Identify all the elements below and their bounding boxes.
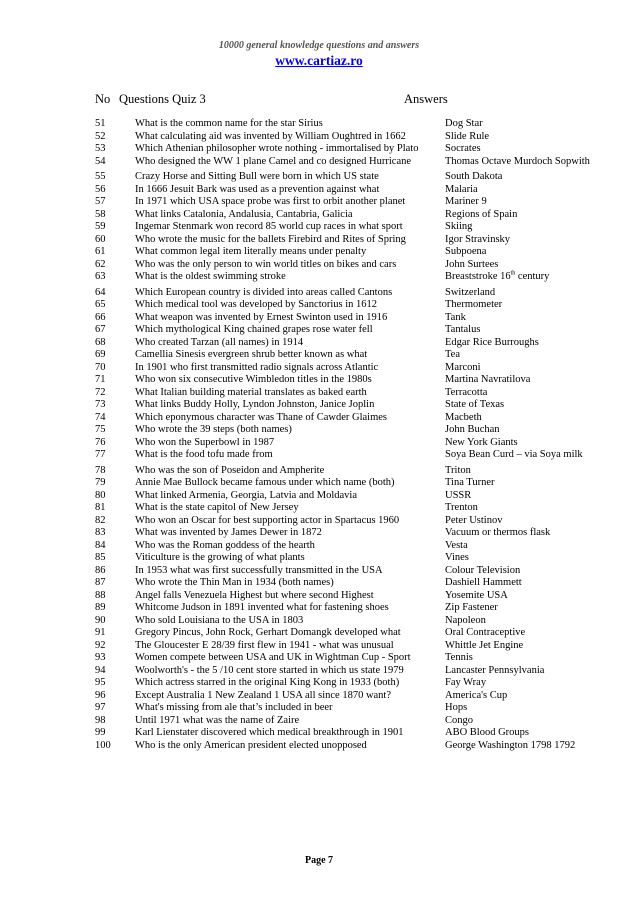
answer-rest: century (515, 271, 550, 282)
answer-text: Zip Fastener (445, 602, 498, 613)
question-text: Who created Tarzan (all names) in 1914 (135, 336, 304, 348)
answer-text: Socrates (445, 143, 481, 154)
website-link[interactable]: www.cartiaz.ro (275, 53, 363, 68)
question-text: What is the state capitol of New Jersey (135, 502, 299, 513)
question-text: Who won an Oscar for best supporting actor in Spartacus 1960 (135, 514, 400, 526)
table-row (95, 337, 615, 350)
quiz-table (95, 118, 615, 752)
answer-text: Oral Contraceptive (445, 627, 526, 638)
question-text: Who designed the WW 1 plane Camel and co designed Hurricane (135, 155, 412, 167)
question-text: Which eponymous character was Thane of Cawder Glaimes (135, 411, 388, 423)
answer-text: Fay Wray (445, 677, 487, 688)
table-row (95, 412, 615, 425)
table-row (95, 209, 615, 222)
answer-superscript: th (510, 270, 516, 277)
question-text: In 1953 what was first successfully transmitted in the USA (135, 564, 383, 576)
table-row (95, 234, 615, 247)
question-text: Camellia Sinesis evergreen shrub better known as what (135, 349, 368, 360)
table-row (95, 156, 615, 169)
answer-text: Thomas Octave Murdoch Sopwith (445, 155, 590, 167)
table-row (95, 143, 615, 156)
table-row (95, 449, 615, 462)
answer-text: Macbeth (445, 411, 482, 423)
question-number: 54 (95, 155, 106, 167)
question-text: Whitcome Judson in 1891 invented what for fastening shoes (135, 602, 389, 613)
answer-text: Malaria (445, 183, 478, 195)
question-number: 55 (95, 171, 106, 182)
answer-text: Vacuum or thermos flask (445, 527, 551, 538)
question-text: Who won six consecutive Wimbledon titles in the 1980s (135, 374, 372, 385)
page-number: Page 7 (304, 855, 334, 866)
question-number: 79 (95, 477, 106, 488)
answer-text: John Buchan (445, 424, 500, 435)
table-row (95, 362, 615, 375)
answer-text: Soya Bean Curd – via Soya milk (445, 449, 583, 460)
question-number: 94 (95, 664, 106, 676)
heading-no: No (95, 92, 111, 106)
answer-text: Martina Navratilova (445, 374, 531, 385)
question-number: 78 (95, 464, 106, 476)
question-number: 98 (95, 714, 106, 726)
question-number: 82 (95, 514, 106, 526)
table-row (95, 565, 615, 578)
question-text: Woolworth's - the 5 /10 cent store started in which us state 1979 (135, 664, 404, 676)
table-row (95, 349, 615, 362)
table-row (95, 387, 615, 400)
question-text: Annie Mae Bullock became famous under which name (both) (135, 477, 395, 488)
question-number: 92 (95, 639, 106, 651)
question-text: Who won the Superbowl in 1987 (135, 436, 275, 448)
answer-text: Subpoena (445, 246, 487, 257)
question-text: What is the common name for the star Sirius (135, 118, 323, 129)
table-row (95, 615, 615, 628)
answer-main: Breaststroke 16 (445, 271, 511, 282)
question-number: 67 (95, 324, 106, 335)
answer-text: Napoleon (445, 614, 486, 626)
answer-text: Yosemite USA (445, 589, 508, 601)
question-number: 58 (95, 208, 106, 220)
question-text: What linked Armenia, Georgia, Latvia and Moldavia (135, 489, 357, 501)
table-row (95, 502, 615, 515)
question-text: In 1901 who first transmitted radio signals across Atlantic (135, 361, 379, 373)
question-number: 64 (95, 286, 106, 298)
answer-text: Colour Television (445, 564, 521, 576)
answer-text: Trenton (445, 502, 478, 513)
answer-text: Peter Ustinov (445, 514, 503, 526)
question-number: 88 (95, 589, 106, 601)
answer-text: Marconi (445, 361, 481, 373)
answer-text: Edgar Rice Burroughs (445, 336, 539, 348)
table-row (95, 627, 615, 640)
question-text: Who was the Roman goddess of the hearth (135, 539, 315, 551)
table-row (95, 740, 615, 753)
question-text: Who wrote the Thin Man in 1934 (both names) (135, 577, 334, 588)
column-headings (95, 92, 615, 108)
answer-text: Mariner 9 (445, 196, 487, 207)
table-row (95, 515, 615, 528)
question-number: 84 (95, 539, 106, 551)
table-row (95, 477, 615, 490)
table-row (95, 312, 615, 325)
table-row (95, 652, 615, 665)
question-number: 97 (95, 702, 106, 713)
question-text: In 1971 which USA space probe was first to orbit another planet (135, 196, 406, 207)
table-row (95, 490, 615, 503)
table-row (95, 131, 615, 144)
question-number: 76 (95, 436, 106, 448)
answer-text: Whittle Jet Engine (445, 639, 524, 651)
question-text: Who is the only American president elected unopposed (135, 739, 367, 751)
question-number: 100 (95, 739, 111, 751)
heading-questions: Questions Quiz 3 (119, 92, 206, 106)
question-text: What common legal item literally means under penalty (135, 246, 367, 257)
question-number: 62 (95, 258, 106, 270)
question-number: 57 (95, 196, 106, 207)
table-row (95, 702, 615, 715)
question-number: 72 (95, 386, 106, 398)
answer-text: Switzerland (445, 286, 496, 298)
question-number: 91 (95, 627, 106, 638)
answer-text: Dog Star (445, 118, 483, 129)
question-text: Until 1971 what was the name of Zaire (135, 714, 300, 726)
question-number: 89 (95, 602, 106, 613)
question-number: 73 (95, 399, 106, 410)
question-number: 81 (95, 502, 106, 513)
table-row (95, 577, 615, 590)
table-row (95, 640, 615, 653)
question-number: 61 (95, 246, 106, 257)
answer-text: Slide Rule (445, 130, 490, 142)
answer-text: Tea (445, 349, 461, 360)
table-row (95, 259, 615, 272)
answer-text: Regions of Spain (445, 208, 518, 220)
question-text: Viticulture is the growing of what plants (135, 552, 305, 563)
table-row (95, 527, 615, 540)
question-number: 69 (95, 349, 106, 360)
question-number: 95 (95, 677, 106, 688)
table-row (95, 677, 615, 690)
question-text: What weapon was invented by Ernest Swinton used in 1916 (135, 311, 388, 323)
table-row (95, 540, 615, 553)
table-row (95, 271, 615, 284)
question-text: What was invented by James Dewer in 1872 (135, 527, 322, 538)
question-number: 77 (95, 449, 106, 460)
answer-text: Thermometer (445, 299, 503, 310)
answer-text: Tank (445, 311, 466, 323)
question-number: 80 (95, 489, 106, 501)
table-row (95, 727, 615, 740)
answer-text: Igor Stravinsky (445, 233, 511, 245)
question-number: 87 (95, 577, 106, 588)
question-text: Which Athenian philosopher wrote nothing - immortalised by Plato (135, 143, 419, 154)
question-number: 60 (95, 233, 106, 245)
question-number: 53 (95, 143, 106, 154)
answer-text: USSR (445, 489, 472, 501)
question-number: 86 (95, 564, 106, 576)
question-number: 52 (95, 130, 106, 142)
answer-text: Hops (445, 702, 468, 713)
table-row (95, 196, 615, 209)
question-text: What's missing from ale that’s included in beer (135, 702, 333, 713)
question-text: Which actress starred in the original King Kong in 1933 (both) (135, 677, 400, 688)
answer-text: Tina Turner (445, 477, 495, 488)
table-row (95, 184, 615, 197)
answer-text: ABO Blood Groups (445, 727, 530, 738)
question-number: 56 (95, 183, 106, 195)
answer-text: Congo (445, 714, 474, 726)
question-text: What is the food tofu made from (135, 449, 273, 460)
answer-text: Dashiell Hammett (445, 577, 522, 588)
answer-text: John Surtees (445, 258, 499, 270)
question-text: Ingemar Stenmark won record 85 world cup races in what sport (135, 221, 403, 232)
answer-text: New York Giants (445, 436, 518, 448)
table-row (95, 399, 615, 412)
table-row (95, 324, 615, 337)
answer-text: South Dakota (445, 171, 503, 182)
question-text: What links Catalonia, Andalusia, Cantabria, Galicia (135, 208, 353, 220)
table-row (95, 465, 615, 478)
question-text: What Italian building material translates as baked earth (135, 386, 367, 398)
table-row (95, 715, 615, 728)
table-row (95, 287, 615, 300)
answer-text: George Washington 1798 1792 (445, 739, 576, 751)
question-text: Which mythological King chained grapes rose water fell (135, 324, 373, 335)
question-number: 96 (95, 689, 106, 701)
table-row (95, 374, 615, 387)
question-text: What calculating aid was invented by William Oughtred in 1662 (135, 130, 406, 142)
answer-text: State of Texas (445, 399, 505, 410)
question-number: 93 (95, 652, 106, 663)
question-number: 75 (95, 424, 106, 435)
answer-text: Skiing (445, 221, 473, 232)
table-row (95, 299, 615, 312)
question-text: What links Buddy Holly, Lyndon Johnston, Janice Joplin (135, 399, 375, 410)
question-number: 68 (95, 336, 106, 348)
question-text: Gregory Pincus, John Rock, Gerhart Domangk developed what (135, 627, 401, 638)
question-text: Who wrote the music for the ballets Firebird and Rites of Spring (135, 233, 406, 245)
question-text: Which European country is divided into areas called Cantons (135, 286, 393, 298)
answer-text: Triton (445, 464, 471, 476)
table-row (95, 118, 615, 131)
question-text: Who wrote the 39 steps (both names) (135, 424, 292, 435)
question-text: What is the oldest swimming stroke (135, 271, 286, 282)
question-text: In 1666 Jesuit Bark was used as a prevention against what (135, 183, 380, 195)
question-number: 74 (95, 411, 106, 423)
question-text: Women compete between USA and UK in Wightman Cup - Sport (135, 652, 411, 663)
answer-text: Vesta (445, 539, 468, 551)
table-row (95, 221, 615, 234)
question-number: 63 (95, 271, 106, 282)
table-row (95, 437, 615, 450)
table-row (95, 602, 615, 615)
table-row (95, 424, 615, 437)
answer-text (445, 271, 615, 284)
document-subtitle: 10000 general knowledge questions and answers (218, 40, 420, 51)
question-number: 51 (95, 118, 106, 129)
question-text: Angel falls Venezuela Highest but where second Highest (135, 589, 374, 601)
answer-text: Tennis (445, 652, 473, 663)
question-number: 65 (95, 299, 106, 310)
table-row (95, 665, 615, 678)
question-number: 90 (95, 614, 106, 626)
question-number: 99 (95, 727, 106, 738)
question-text: The Gloucester E 28/39 first flew in 1941 - what was unusual (135, 639, 394, 651)
table-row (95, 171, 615, 184)
question-number: 59 (95, 221, 106, 232)
question-number: 71 (95, 374, 106, 385)
question-text: Who sold Louisiana to the USA in 1803 (135, 614, 304, 626)
question-number: 83 (95, 527, 106, 538)
heading-answers: Answers (404, 92, 448, 106)
answer-text: Terracotta (445, 386, 488, 398)
question-text: Who was the only person to win world titles on bikes and cars (135, 258, 397, 270)
question-text: Karl Lienstater discovered which medical breakthrough in 1901 (135, 727, 404, 738)
table-row (95, 690, 615, 703)
answer-text: America's Cup (445, 689, 508, 701)
question-text: Crazy Horse and Sitting Bull were born in which US state (135, 171, 379, 182)
question-number: 66 (95, 311, 106, 323)
question-text: Who was the son of Poseidon and Ampherite (135, 464, 325, 476)
table-row (95, 246, 615, 259)
question-number: 70 (95, 361, 106, 373)
answer-text: Tantalus (445, 324, 481, 335)
question-number: 85 (95, 552, 106, 563)
answer-text: Vines (445, 552, 469, 563)
question-text: Except Australia 1 New Zealand 1 USA all since 1870 want? (135, 689, 392, 701)
question-text: Which medical tool was developed by Sanctorius in 1612 (135, 299, 378, 310)
table-row (95, 552, 615, 565)
table-row (95, 590, 615, 603)
answer-text: Lancaster Pennsylvania (445, 664, 545, 676)
